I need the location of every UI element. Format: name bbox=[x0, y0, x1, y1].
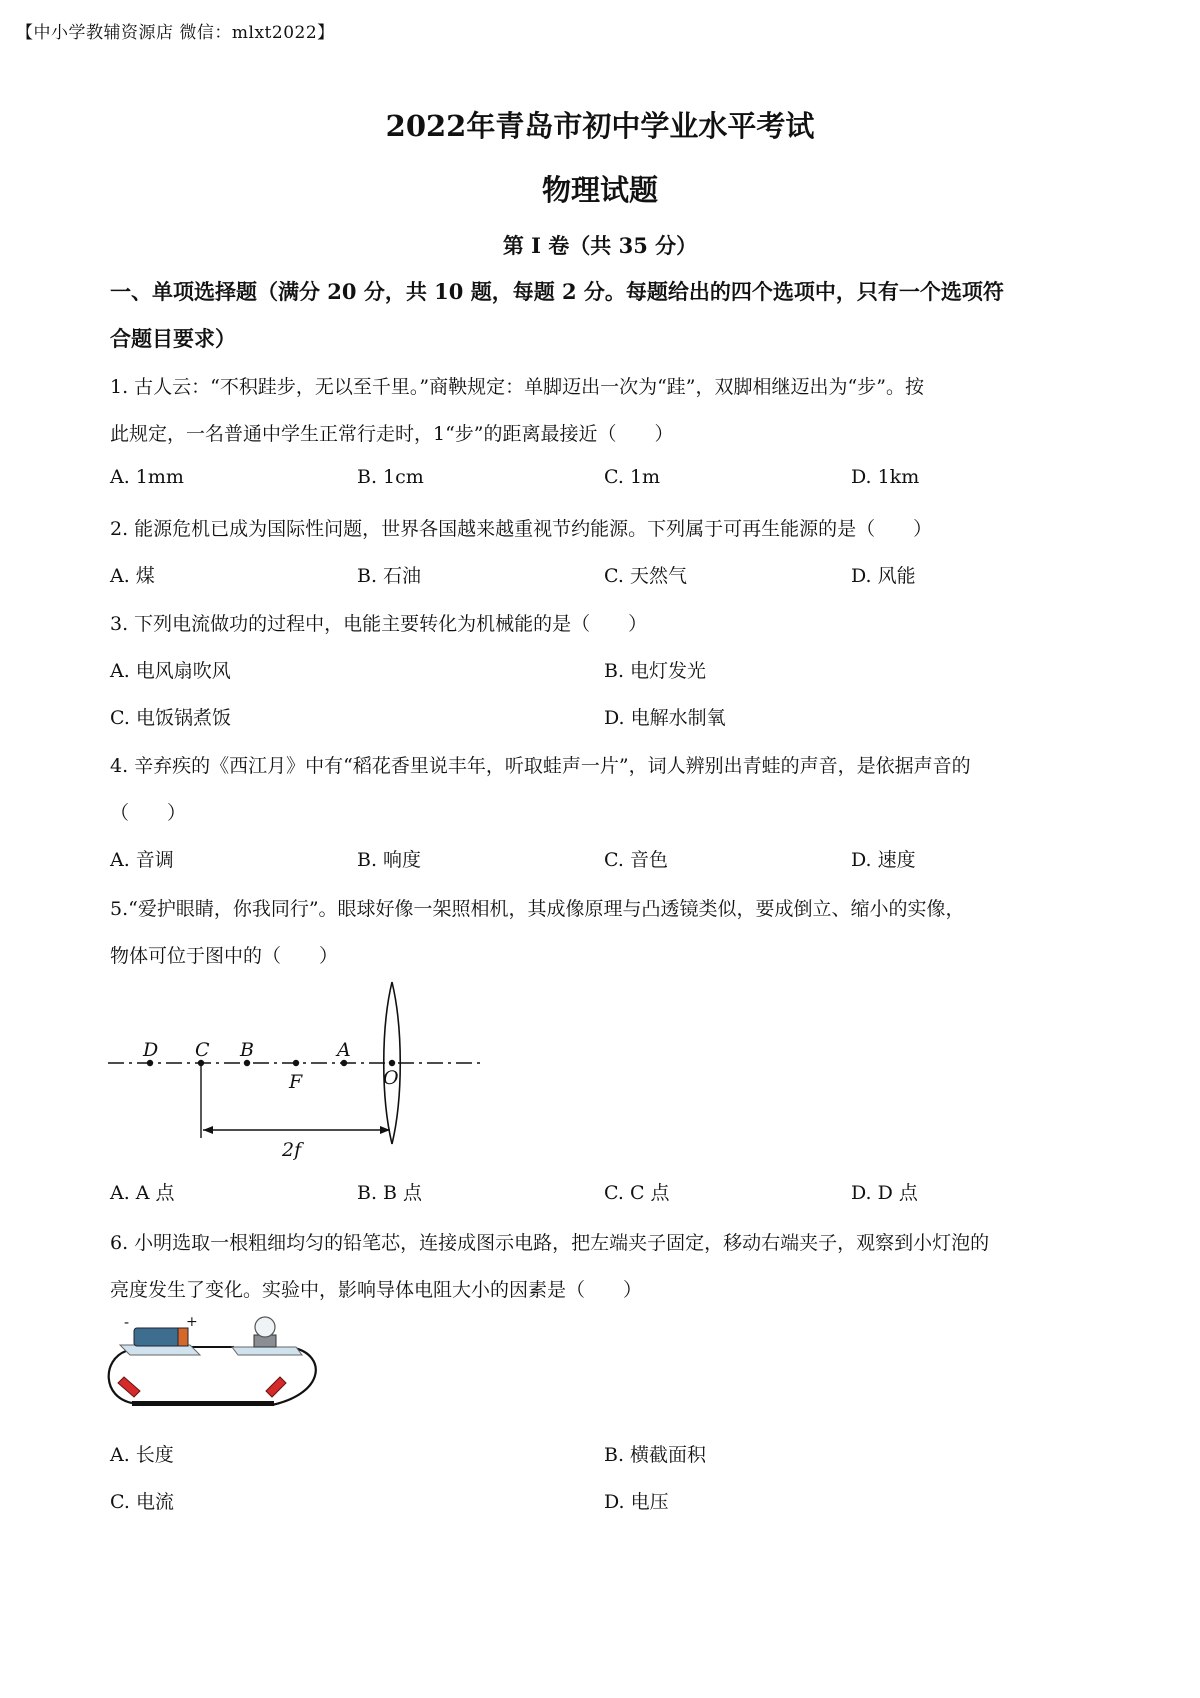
q1-option-c: C. 1m bbox=[604, 466, 661, 488]
arrow-left-icon bbox=[203, 1126, 213, 1134]
q5-stem-line1: 5.“爱护眼睛，你我同行”。眼球好像一架照相机，其成像原理与凸透镜类似，要成倒立、缩小的实像， bbox=[110, 898, 965, 920]
q2-option-a: A. 煤 bbox=[110, 565, 155, 587]
convex-lens-diagram bbox=[100, 978, 500, 1168]
volume-title: 第 I 卷（共 35 分） bbox=[502, 233, 698, 258]
q1-option-d: D. 1km bbox=[851, 466, 920, 488]
point-f-dot bbox=[293, 1060, 299, 1066]
q6-stem-line1: 6. 小明选取一根粗细均匀的铅笔芯，连接成图示电路，把左端夹子固定，移动右端夹子，观察到小灯泡的 bbox=[110, 1232, 990, 1254]
q4-stem-line2: （ ） bbox=[110, 802, 187, 824]
point-d-label: D bbox=[143, 1039, 159, 1061]
q3-option-b: B. 电灯发光 bbox=[604, 660, 707, 682]
q6-stem-line2: 亮度发生了变化。实验中，影响导体电阻大小的因素是（ ） bbox=[110, 1279, 643, 1301]
q2-stem: 2. 能源危机已成为国际性问题，世界各国越来越重视节约能源。下列属于可再生能源的是（ ） bbox=[110, 518, 933, 540]
q2-option-c: C. 天然气 bbox=[604, 565, 687, 587]
battery-plus-label: + bbox=[186, 1315, 198, 1330]
subject-title: 物理试题 bbox=[541, 173, 658, 207]
q6-option-a: A. 长度 bbox=[110, 1444, 174, 1466]
wire-left bbox=[109, 1351, 132, 1403]
battery-icon bbox=[134, 1328, 180, 1346]
battery-minus-label: - bbox=[124, 1315, 130, 1331]
q6-option-d: D. 电压 bbox=[604, 1491, 669, 1513]
q2-option-d: D. 风能 bbox=[851, 565, 916, 587]
pencil-lead-circuit-diagram bbox=[104, 1315, 334, 1435]
q3-option-c: C. 电饭锅煮饭 bbox=[110, 707, 231, 729]
q1-option-a: A. 1mm bbox=[110, 466, 184, 488]
point-o-label: O bbox=[383, 1067, 399, 1089]
point-o-dot bbox=[389, 1060, 395, 1066]
q4-option-b: B. 响度 bbox=[357, 849, 422, 871]
q3-stem: 3. 下列电流做功的过程中，电能主要转化为机械能的是（ ） bbox=[110, 613, 648, 635]
left-clip-icon bbox=[118, 1377, 140, 1397]
section-heading-line1: 一、单项选择题（满分 20 分，共 10 题，每题 2 分。每题给出的四个选项中，只有一个选项符 bbox=[110, 279, 1004, 304]
distance-2f-label: 2f bbox=[282, 1139, 302, 1161]
point-a-label: A bbox=[337, 1039, 351, 1061]
exam-title: 2022年青岛市初中学业水平考试 bbox=[385, 109, 815, 143]
right-clip-icon bbox=[266, 1377, 286, 1397]
light-bulb-icon bbox=[255, 1317, 275, 1337]
q2-option-b: B. 石油 bbox=[357, 565, 422, 587]
point-c-label: C bbox=[195, 1039, 210, 1061]
q3-option-d: D. 电解水制氧 bbox=[604, 707, 726, 729]
point-f-label: F bbox=[289, 1071, 303, 1093]
point-b-label: B bbox=[240, 1039, 254, 1061]
wire-right bbox=[272, 1348, 316, 1405]
q4-option-d: D. 速度 bbox=[851, 849, 916, 871]
section-heading-line2: 合题目要求） bbox=[110, 326, 236, 351]
q5-option-d: D. D 点 bbox=[851, 1182, 918, 1204]
q4-option-a: A. 音调 bbox=[110, 849, 174, 871]
q1-option-b: B. 1cm bbox=[357, 466, 424, 488]
q1-stem-line1: 1. 古人云：“不积跬步，无以至千里。”商鞅规定：单脚迈出一次为“跬”，双脚相继迈出为“步”。按 bbox=[110, 376, 924, 398]
q6-option-b: B. 横截面积 bbox=[604, 1444, 707, 1466]
pencil-lead bbox=[132, 1401, 274, 1406]
battery-terminal-icon bbox=[178, 1328, 188, 1346]
bulb-base bbox=[232, 1347, 302, 1355]
q5-option-b: B. B 点 bbox=[357, 1182, 423, 1204]
q4-stem-line1: 4. 辛弃疾的《西江月》中有“稻花香里说丰年，听取蛙声一片”，词人辨别出青蛙的声音，是依据声音的 bbox=[110, 755, 971, 777]
q3-option-a: A. 电风扇吹风 bbox=[110, 660, 231, 682]
q6-option-c: C. 电流 bbox=[110, 1491, 174, 1513]
q5-stem-line2: 物体可位于图中的（ ） bbox=[110, 945, 339, 967]
q5-option-c: C. C 点 bbox=[604, 1182, 670, 1204]
watermark: 【中小学教辅资源店 微信：mlxt2022】 bbox=[16, 23, 335, 43]
q1-stem-line2: 此规定，一名普通中学生正常行走时，1“步”的距离最接近（ ） bbox=[110, 423, 674, 445]
q4-option-c: C. 音色 bbox=[604, 849, 668, 871]
q5-option-a: A. A 点 bbox=[110, 1182, 175, 1204]
